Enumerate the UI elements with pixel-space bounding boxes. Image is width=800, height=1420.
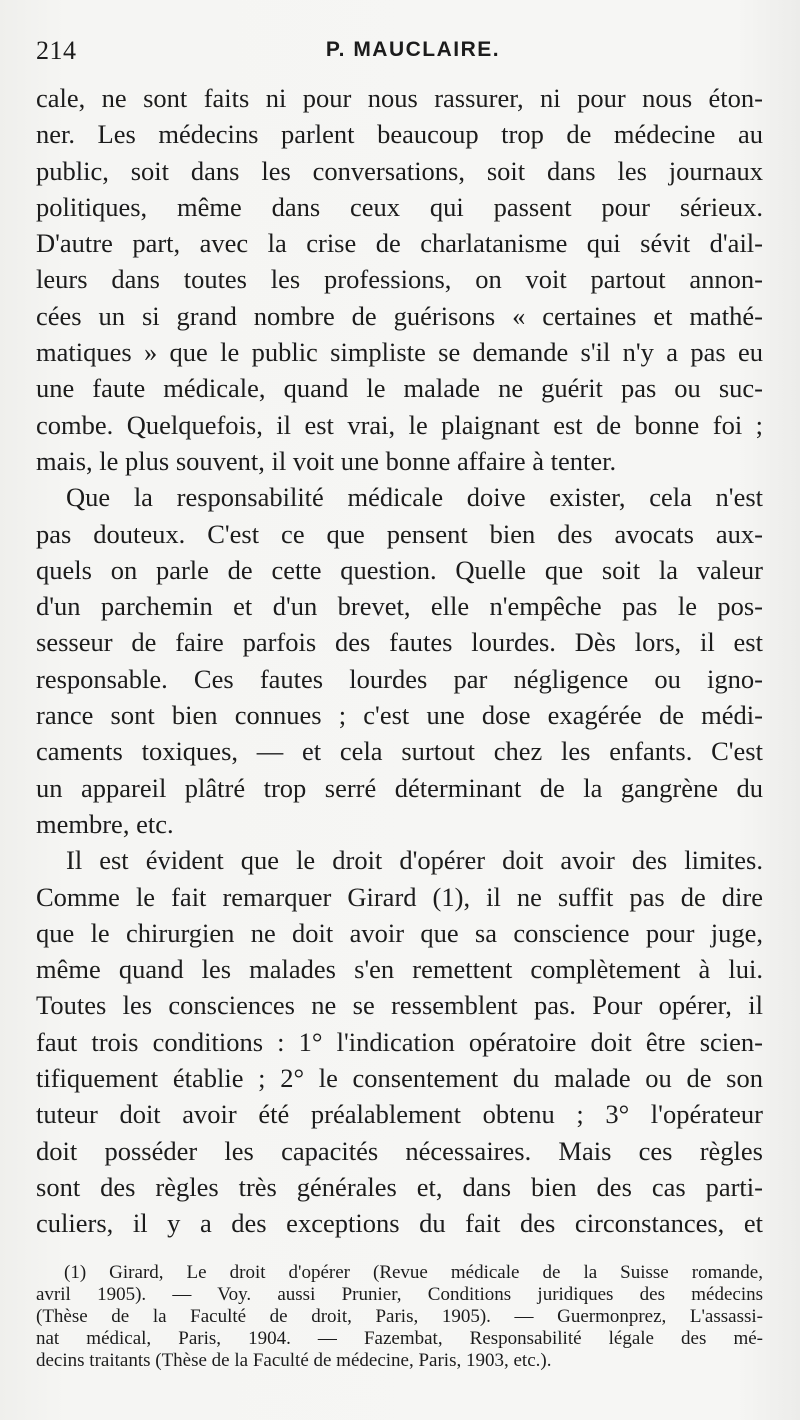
- text-line: caments toxiques, — et cela surtout chez les enfants. C'est: [36, 736, 763, 767]
- text-line: politiques, même dans ceux qui passent pour sérieux.: [36, 191, 763, 222]
- footnotes: [36, 1262, 763, 1372]
- text-line: Que la responsabilité médicale doive exister, cela n'est: [66, 482, 763, 513]
- text-line: un appareil plâtré trop serré déterminant de la gangrène du: [36, 772, 763, 803]
- footnote-line: decins traitants (Thèse de la Faculté de médecine, Paris, 1903, etc.).: [36, 1350, 552, 1371]
- footnote-line: (1) Girard, Le droit d'opérer (Revue médicale de la Suisse romande,: [64, 1262, 763, 1283]
- text-line: doit posséder les capacités nécessaires. Mais ces règles: [36, 1135, 763, 1166]
- text-line: cale, ne sont faits ni pour nous rassurer, ni pour nous éton-: [36, 83, 763, 113]
- text-line: rance sont bien connues ; c'est une dose exagérée de médi-: [36, 700, 763, 731]
- text-line: Comme le fait remarquer Girard (1), il ne suffit pas de dire: [36, 881, 763, 912]
- text-line: tifiquement établie ; 2° le consentement du malade ou de son: [36, 1063, 763, 1094]
- text-line: public, soit dans les conversations, soit dans les journaux: [36, 155, 763, 186]
- page-number: 214: [36, 36, 77, 65]
- text-line: culiers, il y a des exceptions du fait des circonstances, et: [36, 1208, 763, 1239]
- text-line: Il est évident que le droit d'opérer doit avoir des limites.: [66, 845, 763, 876]
- text-line: faut trois conditions : 1° l'indication opératoire doit être scien-: [36, 1026, 763, 1057]
- text-line: D'autre part, avec la crise de charlatanisme qui sévit d'ail-: [36, 228, 763, 259]
- text-line: mais, le plus souvent, il voit une bonne affaire à tenter.: [36, 445, 617, 476]
- text-line: Toutes les consciences ne se ressemblent pas. Pour opérer, il: [36, 990, 763, 1021]
- footnote-line: nat médical, Paris, 1904. — Fazembat, Responsabilité légale des mé-: [36, 1328, 763, 1349]
- text-line: ner. Les médecins parlent beaucoup trop de médecine au: [36, 119, 763, 150]
- footnote-line: (Thèse de la Faculté de droit, Paris, 1905). — Guermonprez, L'assassi-: [36, 1306, 763, 1327]
- text-line: sont des règles très générales et, dans bien des cas parti-: [36, 1171, 763, 1202]
- text-line: que le chirurgien ne doit avoir que sa conscience pour juge,: [36, 917, 763, 948]
- text-line: quels on parle de cette question. Quelle que soit la valeur: [36, 554, 763, 585]
- text-line: combe. Quelquefois, il est vrai, le plaignant est de bonne foi ;: [36, 409, 763, 440]
- running-head: P. MAUCLAIRE.: [325, 38, 501, 61]
- text-line: responsable. Ces fautes lourdes par négligence ou igno-: [36, 663, 763, 694]
- text-line: matiques » que le public simpliste se demande s'il n'y a pas eu: [36, 337, 763, 368]
- text-line: d'un parchemin et d'un brevet, elle n'empêche pas le pos-: [36, 591, 763, 622]
- text-line: même quand les malades s'en remettent complètement à lui.: [36, 954, 763, 985]
- text-line: tuteur doit avoir été préalablement obtenu ; 3° l'opérateur: [36, 1099, 763, 1130]
- text-line: cées un si grand nombre de guérisons « certaines et mathé-: [36, 300, 763, 331]
- body-text: [36, 80, 763, 1242]
- text-line: une faute médicale, quand le malade ne guérit pas ou suc-: [36, 373, 763, 404]
- footnote-line: avril 1905). — Voy. aussi Prunier, Conditions juridiques des médecins: [36, 1284, 763, 1305]
- text-line: pas douteux. C'est ce que pensent bien des avocats aux-: [36, 518, 763, 549]
- text-line: sesseur de faire parfois des fautes lourdes. Dès lors, il est: [36, 627, 763, 658]
- text-line: leurs dans toutes les professions, on voit partout annon-: [36, 264, 763, 295]
- page-header: [36, 36, 760, 76]
- text-line: membre, etc.: [36, 808, 174, 839]
